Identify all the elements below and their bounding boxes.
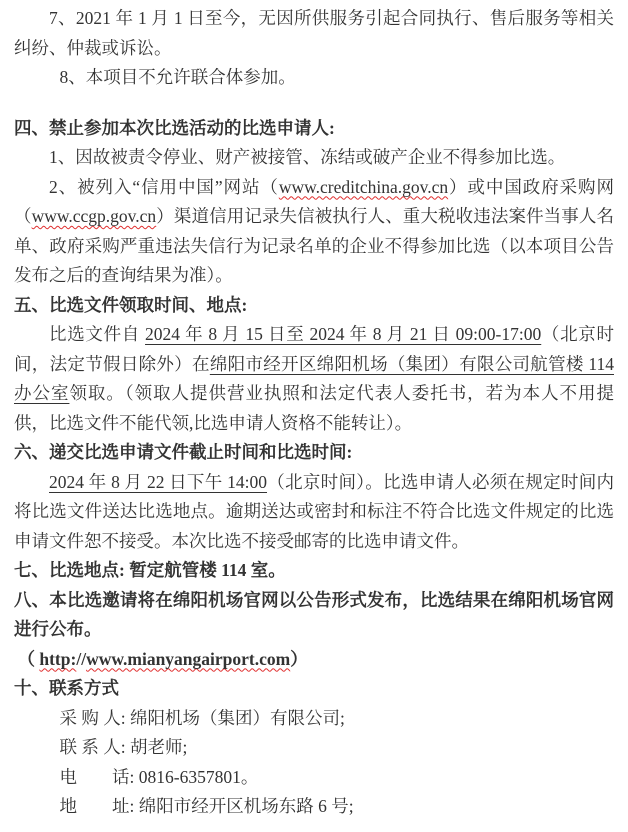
heading-section-5 (14, 291, 614, 321)
contact-label-phone: 电 话: (59, 766, 139, 787)
airport-url-scheme: http: (39, 648, 77, 669)
creditchina-url: www.creditchina.gov.cn (278, 176, 449, 197)
airport-url-host: www.mianyangairport.com (86, 648, 291, 669)
para-item-7-text: 7、2021 年 1 月 1 日至今，无因所供服务引起合同执行、售后服务等相关纠纷、仲裁或诉讼。 (14, 8, 614, 58)
heading-section-4-text: 四、禁止参加本次比选活动的比选申请人: (14, 117, 335, 138)
airport-website-line (14, 645, 614, 675)
heading-section-8-text: 八、本比选邀请将在绵阳机场官网以公告形式发布，比选结果在绵阳机场官网进行公布。 (14, 589, 614, 639)
para-item-8 (14, 63, 614, 93)
heading-section-4 (14, 114, 614, 144)
para-section-4-item-1 (14, 143, 614, 173)
heading-section-10 (14, 674, 614, 704)
para-section-5-lead: 比选文件自 (49, 324, 146, 344)
contact-row-address (14, 792, 614, 822)
para-section-4-item-2-tail: ）渠道信用记录失信被执行人、重大税收违法案件当事人名单、政府采购严重违法失信行为记录名单的企业不得参加比选（以本项目公告发布之后的查询结果为准）。 (14, 206, 614, 285)
contact-value-phone: 0816-6357801。 (138, 766, 259, 787)
contact-value-address: 绵阳市经开区机场东路 6 号; (138, 796, 354, 816)
para-section-4-item-2 (14, 173, 614, 291)
contact-row-contact-person (14, 733, 614, 763)
para-item-7 (14, 4, 614, 63)
para-section-6-tail: （北京时间）。比选申请人必须在规定时间内将比选文件送达比选地点。逾期送达或密封和标注不符合比选文件规定的比选申请文件恕不接受。本次比选不接受邮寄的比选申请文件。 (14, 471, 614, 551)
heading-section-5-text: 五、比选文件领取时间、地点: (14, 294, 248, 315)
para-section-5-mid: （北京时间，法定节假日除外）在 (14, 324, 615, 374)
collection-period-underlined: 2024 年 8 月 15 日至 2024 年 8 月 21 日 09:00-17:00 (145, 324, 542, 344)
para-item-8-text: 8、本项目不允许联合体参加。 (59, 67, 296, 87)
para-section-4-item-2-lead: 2、被列入“信用中国”网站（ (49, 176, 279, 197)
contact-row-phone (14, 763, 614, 793)
para-section-4-item-2-mid: ）或中国政府采购网（ (14, 176, 614, 226)
contact-label-address: 地 址: (59, 796, 139, 816)
heading-section-10-text: 十、联系方式 (14, 678, 119, 698)
contact-label-purchaser: 采 购 人: (59, 707, 130, 728)
para-section-6-body (14, 468, 614, 557)
para-section-5-body (14, 320, 614, 438)
airport-url-close-paren: ） (290, 648, 308, 669)
heading-section-6 (14, 438, 614, 468)
heading-section-7-text: 七、比选地点: 暂定航管楼 114 室。 (14, 560, 286, 580)
heading-section-6-text: 六、递交比选申请文件截止时间和比选时间: (14, 442, 353, 462)
collection-address-underlined: 绵阳市经开区绵阳机场（集团）有限公司航管楼 114 办公室 (14, 353, 614, 403)
contact-value-purchaser: 绵阳机场（集团）有限公司; (130, 707, 345, 728)
para-section-4-item-1-text: 1、因故被责令停业、财产被接管、冻结或破产企业不得参加比选。 (49, 147, 566, 167)
airport-url-open-paren: （ (17, 648, 40, 669)
contact-row-purchaser (14, 704, 614, 734)
contact-label-contact-person: 联 系 人: (59, 737, 130, 757)
deadline-underlined: 2024 年 8 月 22 日下午 14:00 (49, 471, 268, 492)
ccgp-url: www.ccgp.gov.cn (31, 206, 157, 226)
heading-section-8 (14, 586, 614, 645)
contact-value-contact-person: 胡老师; (130, 737, 188, 757)
heading-section-7 (14, 556, 614, 586)
airport-url-slashes: // (76, 648, 87, 669)
para-section-5-tail: 领取。（领取人提供营业执照和法定代表人委托书，若为本人不用提供，比选文件不能代领,比选申请人资格不能转让）。 (14, 383, 615, 433)
